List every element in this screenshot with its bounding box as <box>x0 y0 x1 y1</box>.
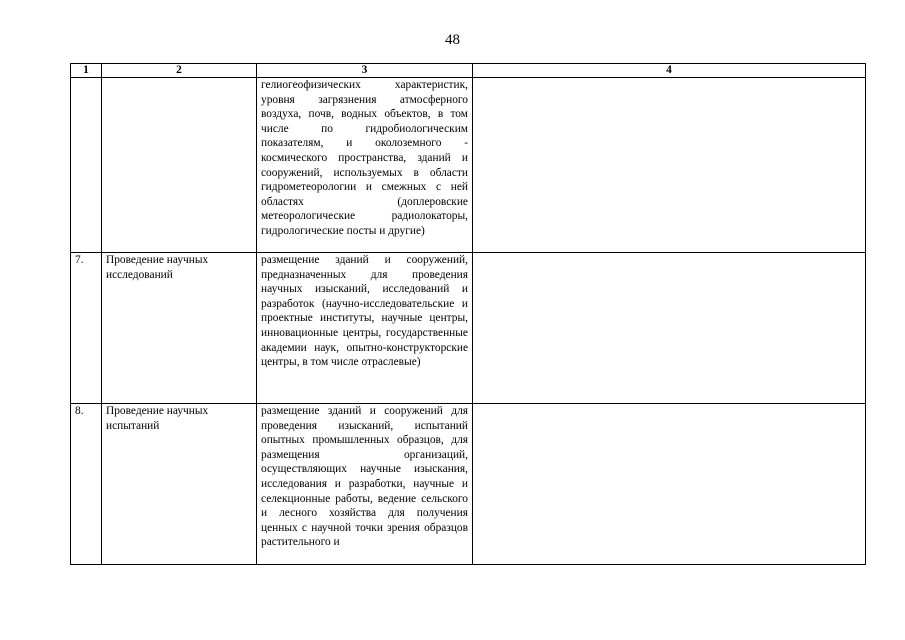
row-description-text: размещение зданий и сооружений для проведения изысканий, испытаний опытных промышленных образцов, для размещения организаций, осуществляющих научные изыскания, исследования и разработки, научные и селекционные работы, ведение сельского и лесного хозяйства для получения ценных с научной точки зрения образцов растительного и <box>261 405 468 549</box>
row-col4 <box>473 78 866 253</box>
land-use-table <box>70 63 866 565</box>
page-number: 48 <box>445 32 460 48</box>
header-col-3: 3 <box>257 64 473 78</box>
row-col4 <box>473 253 866 404</box>
row-description-text: размещение зданий и сооружений, предназначенных для проведения научных изысканий, исследований и разработок (научно-исследовательские и проектные институты, научные центры, инновационные центры, государственные академии наук, опытно-конструкторские центры, в том числе отраслевые) <box>261 254 468 369</box>
row-activity-name: Проведение научных испытаний <box>102 404 257 565</box>
row-activity-name <box>102 78 257 253</box>
table-row <box>71 253 866 404</box>
row-description <box>257 78 473 253</box>
table-row <box>71 78 866 253</box>
row-activity-name: Проведение научных исследований <box>102 253 257 404</box>
row-description-text: гелиогеофизических характеристик, уровня загрязнения атмосферного воздуха, почв, водных объектов, в том числе по гидробиологическим показателям, и околоземного - космического пространства, зданий и сооружений, используемых в области гидрометеорологии и смежных с ней областях (доплеровские метеорологические радиолокаторы, гидрологические посты и другие) <box>261 79 468 237</box>
row-description <box>257 253 473 404</box>
table-row <box>71 404 866 565</box>
header-col-4: 4 <box>473 64 866 78</box>
row-number <box>71 78 102 253</box>
row-number: 8. <box>71 404 102 565</box>
table-header-row <box>71 64 866 78</box>
row-description <box>257 404 473 565</box>
row-number: 7. <box>71 253 102 404</box>
header-col-2: 2 <box>102 64 257 78</box>
row-col4 <box>473 404 866 565</box>
header-col-1: 1 <box>71 64 102 78</box>
